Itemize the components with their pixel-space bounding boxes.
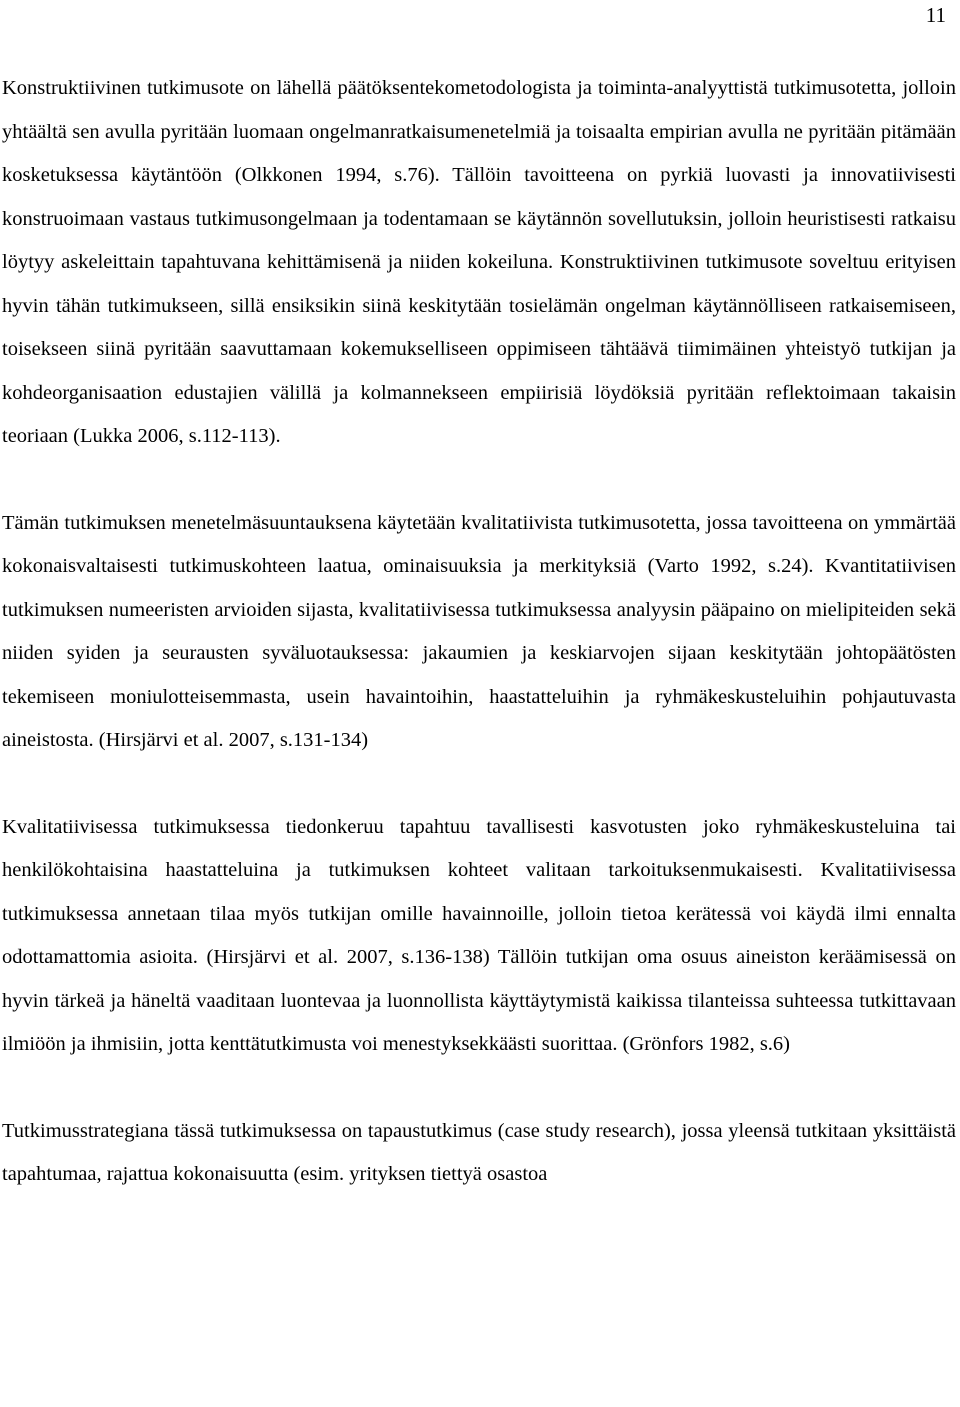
paragraph-qualitative-method: Tämän tutkimuksen menetelmäsuuntauksena käytetään kvalitatiivista tutkimusotetta, jossa tavoitteena on ymmärtää kokonaisvaltaisesti tutkimuskohteen laatua, ominaisuuksia ja merkityksiä (Varto 1992, s.24). Kvantitatiivisen tutkimuksen numeeristen arvioiden sijasta, kvalitatiivisessa tutkimuksessa analyysin pääpaino on mielipiteiden sekä niiden syiden ja seurausten syväluotauksessa: jakaumien ja keskiarvojen sijaan keskitytään johtopäätösten tekemiseen moniulotteisemmasta, usein havaintoihin, haastatteluihin ja ryhmäkeskusteluihin pohjautuvasta aineistosta. (Hirsjärvi et al. 2007, s.131-134) [2,511,956,751]
document-body [2,67,956,1197]
paragraph-constructive-approach: Konstruktiivinen tutkimusote on lähellä päätöksentekometodologista ja toiminta-analyyttistä tutkimusotetta, jolloin yhtäältä sen avulla pyritään luomaan ongelmanratkaisumenetelmiä ja toisaalta empirian avulla ne pyritään pitämään kosketuksessa käytäntöön (Olkkonen 1994, s.76). Tällöin tavoitteena on pyrkiä luovasti ja innovatiivisesti konstruoimaan vastaus tutkimusongelmaan ja todentamaan se käytännön sovellutuksin, jolloin heuristisesti ratkaisu löytyy askeleittain tapahtuvana kehittämisenä ja niiden kokeiluna. Konstruktiivinen tutkimusote soveltuu erityisen hyvin tähän tutkimukseen, sillä ensiksikin siinä keskitytään tosielämän ongelman käytännölliseen ratkaisemiseen, toisekseen siinä pyritään saavuttamaan kokemukselliseen oppimiseen tähtäävä tiimimäinen yhteistyö tutkijan ja kohdeorganisaation edustajien välillä ja kolmannekseen empiirisiä löydöksiä pyritään reflektoimaan takaisin teoriaan (Lukka 2006, s.112-113). [2,77,956,447]
paragraph-case-study: Tutkimusstrategiana tässä tutkimuksessa on tapaustutkimus (case study research), jossa yleensä tutkitaan yksittäistä tapahtumaa, rajattua kokonaisuutta (esim. yrityksen tiettyä osastoa [2,1119,956,1185]
paragraph-data-collection: Kvalitatiivisessa tutkimuksessa tiedonkeruu tapahtuu tavallisesti kasvotusten joko ryhmäkeskusteluina tai henkilökohtaisina haastatteluina ja tutkimuksen kohteet valitaan tarkoituksenmukaisesti. Kvalitatiivisessa tutkimuksessa annetaan tilaa myös tutkijan omille havainnoille, jolloin tietoa kerätessä voi käydä ilmi ennalta odottamattomia asioita. (Hirsjärvi et al. 2007, s.136-138) Tällöin tutkijan oma osuus aineiston keräämisessä on hyvin tärkeä ja häneltä vaaditaan luontevaa ja luonnollista käyttäytymistä kaikissa tilanteissa suhteessa tutkittavaan ilmiöön ja ihmisiin, jotta kenttätutkimusta voi menestyksekkäästi suorittaa. (Grönfors 1982, s.6) [2,815,956,1055]
page-number: 11 [925,3,946,27]
